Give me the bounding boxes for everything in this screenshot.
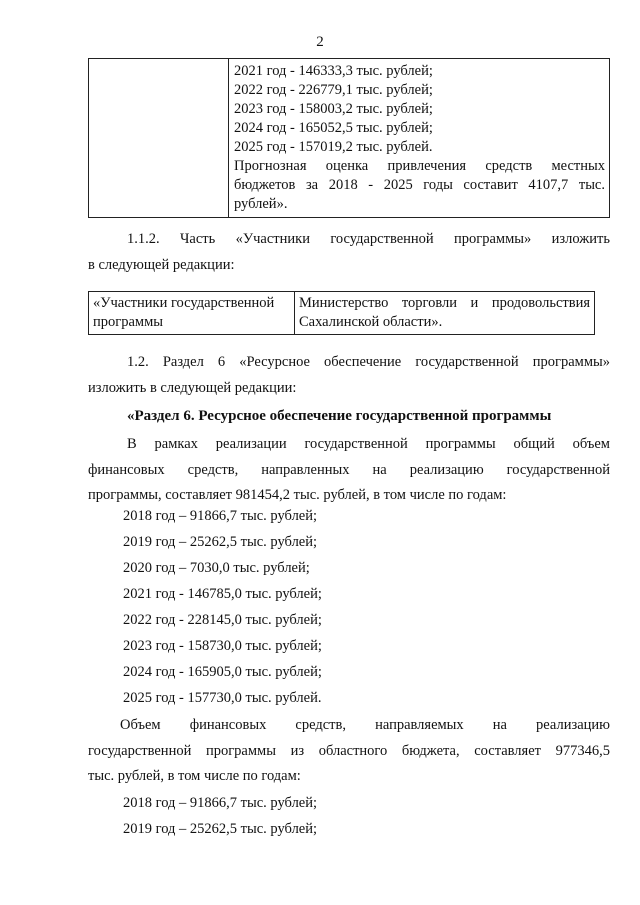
year-line: 2021 год - 146333,3 тыс. рублей; — [234, 63, 433, 79]
forecast-line: Прогнозная оценка привлечения средств местных — [234, 158, 605, 174]
table-row — [89, 59, 610, 218]
participants-table — [88, 291, 595, 335]
paragraph-line: государственной программы из областного бюджета, составляет 977346,5 — [88, 742, 610, 759]
forecast-line: бюджетов за 2018 - 2025 годы составит 4107,7 тыс. — [234, 177, 605, 193]
paragraph-line: 1.2. Раздел 6 «Ресурсное обеспечение государственной программы» — [127, 354, 610, 370]
list-item: 2021 год - 146785,0 тыс. рублей; — [123, 586, 322, 602]
table-cell-empty — [89, 59, 229, 218]
cell-line: «Участники государственной — [93, 295, 275, 311]
paragraph-line: В рамках реализации государственной программы общий объем — [127, 436, 610, 452]
forecast-line: рублей». — [234, 196, 288, 212]
list-item: 2018 год – 91866,7 тыс. рублей; — [123, 508, 318, 524]
year-line: 2024 год - 165052,5 тыс. рублей; — [234, 120, 433, 136]
year-line: 2022 год - 226779,1 тыс. рублей; — [234, 82, 433, 98]
paragraph-1-2 — [88, 350, 610, 401]
list-item: 2018 год – 91866,7 тыс. рублей; — [123, 795, 318, 811]
cell-line: программы — [93, 314, 163, 330]
paragraph-line: изложить в следующей редакции: — [88, 379, 297, 396]
paragraph-line: в следующей редакции: — [88, 256, 235, 273]
paragraph-line: программы, составляет 981454,2 тыс. рублей, в том числе по годам: — [88, 487, 507, 503]
paragraph-total-funding — [88, 432, 610, 509]
paragraph-line: Объем финансовых средств, направляемых на реализацию — [120, 717, 610, 733]
page-number: 2 — [316, 34, 324, 50]
participants-value-cell — [295, 292, 595, 335]
paragraph-line: 1.1.2. Часть «Участники государственной программы» изложить — [127, 231, 610, 247]
year-line: 2023 год - 158003,2 тыс. рублей; — [234, 101, 433, 117]
paragraph-line: тыс. рублей, в том числе по годам: — [88, 768, 301, 784]
table-cell-funding — [229, 59, 610, 218]
paragraph-regional-budget — [88, 713, 610, 790]
cell-line: Сахалинской области». — [299, 314, 443, 330]
list-item: 2019 год – 25262,5 тыс. рублей; — [123, 534, 318, 550]
paragraph-1-1-2 — [88, 227, 610, 278]
list-item: 2020 год – 7030,0 тыс. рублей; — [123, 560, 310, 576]
list-item: 2019 год – 25262,5 тыс. рублей; — [123, 821, 318, 837]
funding-table — [88, 58, 610, 218]
cell-line: Министерство торговли и продовольствия — [299, 295, 590, 311]
participants-label-cell — [89, 292, 295, 335]
paragraph-line: финансовых средств, направленных на реализацию государственной — [88, 461, 610, 478]
section-heading: «Раздел 6. Ресурсное обеспечение государственной программы — [127, 408, 552, 424]
table-row — [89, 292, 595, 335]
list-item: 2025 год - 157730,0 тыс. рублей. — [123, 690, 322, 706]
list-item: 2023 год - 158730,0 тыс. рублей; — [123, 638, 322, 654]
year-line: 2025 год - 157019,2 тыс. рублей. — [234, 139, 433, 155]
list-item: 2022 год - 228145,0 тыс. рублей; — [123, 612, 322, 628]
list-item: 2024 год - 165905,0 тыс. рублей; — [123, 664, 322, 680]
